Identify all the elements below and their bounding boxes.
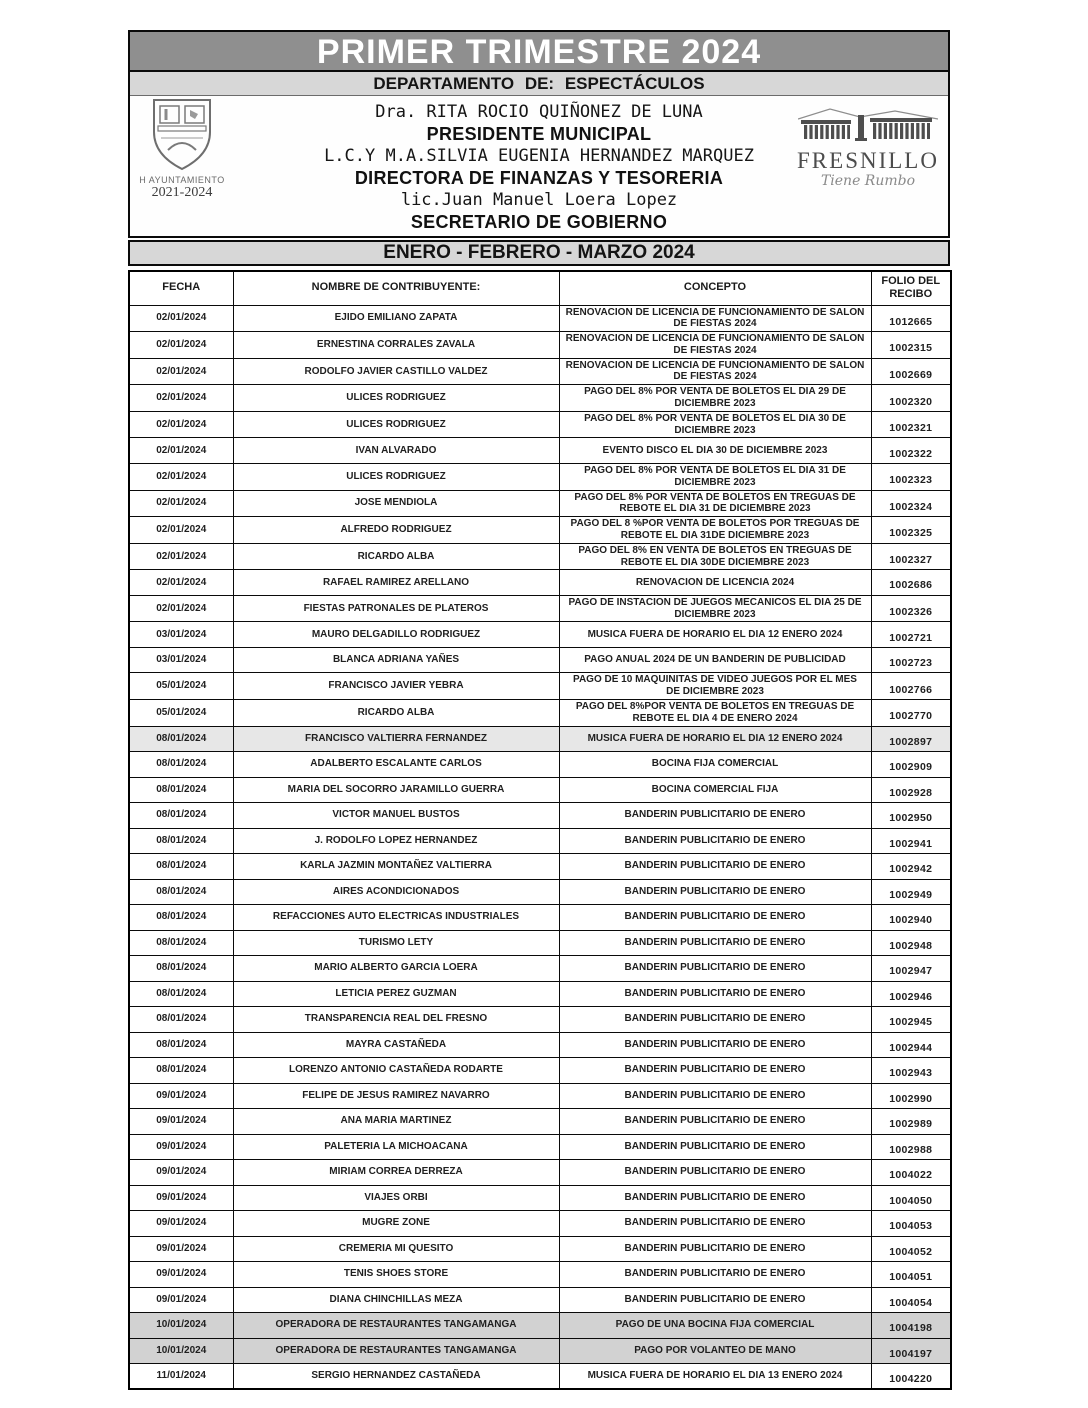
cell-fecha: 02/01/2024	[129, 305, 233, 332]
cell-folio: 1004220	[871, 1364, 951, 1390]
cell-nombre: JOSE MENDIOLA	[233, 490, 559, 517]
table-body	[129, 305, 951, 1389]
cell-folio: 1002766	[871, 673, 951, 700]
cell-concepto: MUSICA FUERA DE HORARIO EL DIA 13 ENERO 2024	[559, 1364, 871, 1390]
cell-folio: 1002897	[871, 726, 951, 752]
cell-concepto: PAGO DEL 8% EN VENTA DE BOLETOS EN TREGUAS DE REBOTE EL DIA 30DE DICIEMBRE 2023	[559, 543, 871, 570]
cell-concepto: BANDERIN PUBLICITARIO DE ENERO	[559, 905, 871, 931]
cell-concepto: RENOVACION DE LICENCIA 2024	[559, 570, 871, 596]
seal-years: 2021-2024	[151, 185, 213, 200]
cell-fecha: 03/01/2024	[129, 647, 233, 673]
cell-concepto: MUSICA FUERA DE HORARIO EL DIA 12 ENERO 2024	[559, 726, 871, 752]
official-name: lic.Juan Manuel Loera Lopez	[400, 190, 678, 210]
cell-fecha: 08/01/2024	[129, 956, 233, 982]
cell-nombre: RODOLFO JAVIER CASTILLO VALDEZ	[233, 358, 559, 385]
cell-nombre: ULICES RODRIGUEZ	[233, 411, 559, 438]
cell-concepto: BANDERIN PUBLICITARIO DE ENERO	[559, 1134, 871, 1160]
cell-folio: 1002940	[871, 905, 951, 931]
cell-folio: 1004022	[871, 1160, 951, 1186]
table-row	[129, 905, 951, 931]
cell-concepto: BANDERIN PUBLICITARIO DE ENERO	[559, 956, 871, 982]
cell-folio: 1002949	[871, 879, 951, 905]
cell-nombre: ULICES RODRIGUEZ	[233, 463, 559, 490]
cell-fecha: 02/01/2024	[129, 463, 233, 490]
cell-fecha: 08/01/2024	[129, 1058, 233, 1084]
cell-nombre: ANA MARIA MARTINEZ	[233, 1109, 559, 1135]
cell-concepto: PAGO DE 10 MAQUINITAS DE VIDEO JUEGOS POR EL MES DE DICIEMBRE 2023	[559, 673, 871, 700]
table-row	[129, 438, 951, 464]
table-row	[129, 1007, 951, 1033]
table-row	[129, 490, 951, 517]
cell-folio: 1002944	[871, 1032, 951, 1058]
fresnillo-buildings-icon	[798, 108, 938, 144]
cell-folio: 1002770	[871, 700, 951, 727]
cell-folio: 1002942	[871, 854, 951, 880]
table-row	[129, 956, 951, 982]
cell-folio: 1002322	[871, 438, 951, 464]
cell-fecha: 09/01/2024	[129, 1109, 233, 1135]
coat-of-arms-icon	[149, 98, 215, 172]
cell-nombre: VICTOR MANUEL BUSTOS	[233, 803, 559, 829]
cell-concepto: MUSICA FUERA DE HORARIO EL DIA 12 ENERO 2024	[559, 622, 871, 648]
cell-concepto: RENOVACION DE LICENCIA DE FUNCIONAMIENTO DE SALON DE FIESTAS 2024	[559, 358, 871, 385]
document-header	[128, 30, 950, 238]
cell-nombre: TRANSPARENCIA REAL DEL FRESNO	[233, 1007, 559, 1033]
cell-nombre: ERNESTINA CORRALES ZAVALA	[233, 332, 559, 359]
table-row	[129, 595, 951, 622]
cell-nombre: OPERADORA DE RESTAURANTES TANGAMANGA	[233, 1338, 559, 1364]
cell-nombre: EJIDO EMILIANO ZAPATA	[233, 305, 559, 332]
table-row	[129, 726, 951, 752]
cell-fecha: 10/01/2024	[129, 1338, 233, 1364]
cell-concepto: PAGO DEL 8% POR VENTA DE BOLETOS EL DIA 29 DE DICIEMBRE 2023	[559, 385, 871, 412]
header-fecha: FECHA	[129, 271, 233, 305]
table-row	[129, 647, 951, 673]
receipts-table	[128, 270, 952, 1390]
official-role: PRESIDENTE MUNICIPAL	[426, 124, 652, 144]
cell-folio: 1004053	[871, 1211, 951, 1237]
cell-nombre: J. RODOLFO LOPEZ HERNANDEZ	[233, 828, 559, 854]
table-row	[129, 1134, 951, 1160]
cell-concepto: BANDERIN PUBLICITARIO DE ENERO	[559, 1083, 871, 1109]
cell-fecha: 09/01/2024	[129, 1262, 233, 1288]
cell-concepto: PAGO DEL 8% POR VENTA DE BOLETOS EL DIA 31 DE DICIEMBRE 2023	[559, 463, 871, 490]
cell-fecha: 02/01/2024	[129, 385, 233, 412]
municipal-seal	[134, 98, 230, 201]
cell-nombre: ULICES RODRIGUEZ	[233, 385, 559, 412]
cell-folio: 1002947	[871, 956, 951, 982]
cell-fecha: 09/01/2024	[129, 1287, 233, 1313]
cell-folio: 1002326	[871, 595, 951, 622]
cell-concepto: EVENTO DISCO EL DIA 30 DE DICIEMBRE 2023	[559, 438, 871, 464]
cell-fecha: 08/01/2024	[129, 1007, 233, 1033]
cell-folio: 1004198	[871, 1313, 951, 1339]
cell-fecha: 08/01/2024	[129, 854, 233, 880]
cell-nombre: SERGIO HERNANDEZ CASTAÑEDA	[233, 1364, 559, 1390]
cell-nombre: VIAJES ORBI	[233, 1185, 559, 1211]
header-body	[130, 96, 948, 236]
table-row	[129, 358, 951, 385]
cell-fecha: 09/01/2024	[129, 1083, 233, 1109]
cell-fecha: 05/01/2024	[129, 700, 233, 727]
cell-concepto: BANDERIN PUBLICITARIO DE ENERO	[559, 1185, 871, 1211]
table-row	[129, 1185, 951, 1211]
table-row	[129, 752, 951, 778]
cell-fecha: 08/01/2024	[129, 828, 233, 854]
cell-nombre: MARIO ALBERTO GARCIA LOERA	[233, 956, 559, 982]
cell-concepto: BANDERIN PUBLICITARIO DE ENERO	[559, 930, 871, 956]
table-row	[129, 673, 951, 700]
cell-fecha: 08/01/2024	[129, 905, 233, 931]
table-row	[129, 622, 951, 648]
cell-nombre: FRANCISCO JAVIER YEBRA	[233, 673, 559, 700]
cell-folio: 1002946	[871, 981, 951, 1007]
cell-nombre: DIANA CHINCHILLAS MEZA	[233, 1287, 559, 1313]
table-row	[129, 1058, 951, 1084]
document-title: PRIMER TRIMESTRE 2024	[130, 32, 948, 72]
cell-nombre: MUGRE ZONE	[233, 1211, 559, 1237]
cell-concepto: PAGO DEL 8 %POR VENTA DE BOLETOS POR TREGUAS DE REBOTE EL DIA 31DE DICIEMBRE 2023	[559, 517, 871, 544]
table-row	[129, 1083, 951, 1109]
cell-fecha: 02/01/2024	[129, 332, 233, 359]
table-row	[129, 1032, 951, 1058]
cell-folio: 1002320	[871, 385, 951, 412]
table-row	[129, 411, 951, 438]
official-name: Dra. RITA ROCIO QUIÑONEZ DE LUNA	[375, 102, 703, 122]
cell-nombre: TENIS SHOES STORE	[233, 1262, 559, 1288]
table-row	[129, 854, 951, 880]
cell-folio: 1004197	[871, 1338, 951, 1364]
cell-fecha: 09/01/2024	[129, 1134, 233, 1160]
cell-nombre: OPERADORA DE RESTAURANTES TANGAMANGA	[233, 1313, 559, 1339]
cell-concepto: BOCINA FIJA COMERCIAL	[559, 752, 871, 778]
cell-fecha: 08/01/2024	[129, 930, 233, 956]
table-row	[129, 332, 951, 359]
fresnillo-tagline: Tiene Rumbo	[820, 173, 916, 189]
cell-fecha: 03/01/2024	[129, 622, 233, 648]
cell-fecha: 10/01/2024	[129, 1313, 233, 1339]
cell-fecha: 08/01/2024	[129, 803, 233, 829]
table-row	[129, 828, 951, 854]
header-folio: FOLIO DEL RECIBO	[871, 271, 951, 305]
table-header-row	[129, 271, 951, 305]
cell-folio: 1002315	[871, 332, 951, 359]
table-row	[129, 803, 951, 829]
cell-nombre: RICARDO ALBA	[233, 700, 559, 727]
table-row	[129, 879, 951, 905]
cell-nombre: MIRIAM CORREA DERREZA	[233, 1160, 559, 1186]
cell-nombre: MAURO DELGADILLO RODRIGUEZ	[233, 622, 559, 648]
cell-concepto: BANDERIN PUBLICITARIO DE ENERO	[559, 1109, 871, 1135]
cell-fecha: 08/01/2024	[129, 879, 233, 905]
cell-nombre: TURISMO LETY	[233, 930, 559, 956]
cell-folio: 1002327	[871, 543, 951, 570]
cell-concepto: BANDERIN PUBLICITARIO DE ENERO	[559, 1287, 871, 1313]
cell-concepto: PAGO DEL 8% POR VENTA DE BOLETOS EL DIA 30 DE DICIEMBRE 2023	[559, 411, 871, 438]
cell-concepto: BANDERIN PUBLICITARIO DE ENERO	[559, 1262, 871, 1288]
cell-fecha: 08/01/2024	[129, 726, 233, 752]
cell-folio: 1002723	[871, 647, 951, 673]
table-row	[129, 700, 951, 727]
cell-folio: 1004050	[871, 1185, 951, 1211]
table-row	[129, 1364, 951, 1390]
cell-nombre: FIESTAS PATRONALES DE PLATEROS	[233, 595, 559, 622]
cell-fecha: 02/01/2024	[129, 570, 233, 596]
cell-folio: 1002721	[871, 622, 951, 648]
cell-nombre: KARLA JAZMIN MONTAÑEZ VALTIERRA	[233, 854, 559, 880]
cell-fecha: 08/01/2024	[129, 1032, 233, 1058]
table-row	[129, 543, 951, 570]
cell-nombre: IVAN ALVARADO	[233, 438, 559, 464]
header-nombre: NOMBRE DE CONTRIBUYENTE:	[233, 271, 559, 305]
cell-fecha: 02/01/2024	[129, 411, 233, 438]
cell-folio: 1002323	[871, 463, 951, 490]
cell-nombre: ALFREDO RODRIGUEZ	[233, 517, 559, 544]
cell-fecha: 08/01/2024	[129, 981, 233, 1007]
table-row	[129, 1236, 951, 1262]
cell-folio: 1002988	[871, 1134, 951, 1160]
cell-folio: 1002324	[871, 490, 951, 517]
cell-concepto: PAGO DE UNA BOCINA FIJA COMERCIAL	[559, 1313, 871, 1339]
table-row	[129, 517, 951, 544]
cell-folio: 1002989	[871, 1109, 951, 1135]
seal-caption: H AYUNTAMIENTO	[139, 175, 225, 185]
cell-folio: 1002686	[871, 570, 951, 596]
table-row	[129, 1109, 951, 1135]
cell-nombre: CREMERIA MI QUESITO	[233, 1236, 559, 1262]
fresnillo-wordmark: FRESNILLO	[797, 148, 939, 173]
cell-concepto: BANDERIN PUBLICITARIO DE ENERO	[559, 1032, 871, 1058]
table-row	[129, 1262, 951, 1288]
cell-concepto: BANDERIN PUBLICITARIO DE ENERO	[559, 854, 871, 880]
cell-nombre: MAYRA CASTAÑEDA	[233, 1032, 559, 1058]
cell-nombre: BLANCA ADRIANA YAÑES	[233, 647, 559, 673]
cell-fecha: 02/01/2024	[129, 358, 233, 385]
cell-concepto: BANDERIN PUBLICITARIO DE ENERO	[559, 1211, 871, 1237]
cell-folio: 1002909	[871, 752, 951, 778]
cell-concepto: RENOVACION DE LICENCIA DE FUNCIONAMIENTO DE SALON DE FIESTAS 2024	[559, 305, 871, 332]
cell-folio: 1004052	[871, 1236, 951, 1262]
cell-fecha: 05/01/2024	[129, 673, 233, 700]
cell-concepto: BANDERIN PUBLICITARIO DE ENERO	[559, 1236, 871, 1262]
table-row	[129, 1287, 951, 1313]
fresnillo-logo	[790, 108, 946, 189]
cell-fecha: 08/01/2024	[129, 752, 233, 778]
cell-fecha: 02/01/2024	[129, 595, 233, 622]
period-band: ENERO - FEBRERO - MARZO 2024	[128, 240, 950, 266]
cell-concepto: BANDERIN PUBLICITARIO DE ENERO	[559, 1058, 871, 1084]
table-row	[129, 305, 951, 332]
cell-folio: 1002943	[871, 1058, 951, 1084]
official-role: SECRETARIO DE GOBIERNO	[410, 212, 668, 232]
cell-nombre: FRANCISCO VALTIERRA FERNANDEZ	[233, 726, 559, 752]
cell-fecha: 08/01/2024	[129, 777, 233, 803]
cell-concepto: PAGO ANUAL 2024 DE UN BANDERIN DE PUBLICIDAD	[559, 647, 871, 673]
cell-nombre: LETICIA PEREZ GUZMAN	[233, 981, 559, 1007]
cell-nombre: PALETERIA LA MICHOACANA	[233, 1134, 559, 1160]
cell-folio: 1004054	[871, 1287, 951, 1313]
cell-folio: 1002325	[871, 517, 951, 544]
cell-concepto: PAGO POR VOLANTEO DE MANO	[559, 1338, 871, 1364]
cell-concepto: BANDERIN PUBLICITARIO DE ENERO	[559, 1160, 871, 1186]
cell-nombre: FELIPE DE JESUS RAMIREZ NAVARRO	[233, 1083, 559, 1109]
cell-concepto: RENOVACION DE LICENCIA DE FUNCIONAMIENTO DE SALON DE FIESTAS 2024	[559, 332, 871, 359]
cell-nombre: MARIA DEL SOCORRO JARAMILLO GUERRA	[233, 777, 559, 803]
cell-concepto: BANDERIN PUBLICITARIO DE ENERO	[559, 879, 871, 905]
document-page	[128, 30, 950, 1390]
cell-nombre: RAFAEL RAMIREZ ARELLANO	[233, 570, 559, 596]
cell-nombre: RICARDO ALBA	[233, 543, 559, 570]
cell-folio: 1004051	[871, 1262, 951, 1288]
table-row	[129, 463, 951, 490]
cell-concepto: BANDERIN PUBLICITARIO DE ENERO	[559, 828, 871, 854]
table-row	[129, 570, 951, 596]
cell-concepto: PAGO DE INSTACION DE JUEGOS MECANICOS EL DIA 25 DE DICIEMBRE 2023	[559, 595, 871, 622]
table-row	[129, 385, 951, 412]
cell-folio: 1002990	[871, 1083, 951, 1109]
cell-concepto: PAGO DEL 8%POR VENTA DE BOLETOS EN TREGUAS DE REBOTE EL DIA 4 DE ENERO 2024	[559, 700, 871, 727]
cell-fecha: 09/01/2024	[129, 1185, 233, 1211]
cell-folio: 1002669	[871, 358, 951, 385]
cell-folio: 1002928	[871, 777, 951, 803]
cell-fecha: 09/01/2024	[129, 1211, 233, 1237]
cell-nombre: LORENZO ANTONIO CASTAÑEDA RODARTE	[233, 1058, 559, 1084]
official-name: L.C.Y M.A.SILVIA EUGENIA HERNANDEZ MARQUEZ	[324, 146, 754, 166]
cell-fecha: 11/01/2024	[129, 1364, 233, 1390]
cell-concepto: PAGO DEL 8% POR VENTA DE BOLETOS EN TREGUAS DE REBOTE EL DIA 31 DE DICIEMBRE 2023	[559, 490, 871, 517]
cell-nombre: AIRES ACONDICIONADOS	[233, 879, 559, 905]
cell-folio: 1002945	[871, 1007, 951, 1033]
table-row	[129, 777, 951, 803]
table-row	[129, 1211, 951, 1237]
cell-folio: 1002948	[871, 930, 951, 956]
cell-concepto: BANDERIN PUBLICITARIO DE ENERO	[559, 981, 871, 1007]
cell-fecha: 02/01/2024	[129, 517, 233, 544]
cell-concepto: BANDERIN PUBLICITARIO DE ENERO	[559, 803, 871, 829]
official-role: DIRECTORA DE FINANZAS Y TESORERIA	[354, 168, 724, 188]
cell-nombre: ADALBERTO ESCALANTE CARLOS	[233, 752, 559, 778]
cell-concepto: BOCINA COMERCIAL FIJA	[559, 777, 871, 803]
cell-folio: 1002941	[871, 828, 951, 854]
cell-folio: 1012665	[871, 305, 951, 332]
table-row	[129, 930, 951, 956]
header-concepto: CONCEPTO	[559, 271, 871, 305]
cell-fecha: 02/01/2024	[129, 438, 233, 464]
table-row	[129, 981, 951, 1007]
cell-fecha: 09/01/2024	[129, 1160, 233, 1186]
cell-folio: 1002950	[871, 803, 951, 829]
table-row	[129, 1313, 951, 1339]
table-row	[129, 1160, 951, 1186]
cell-fecha: 02/01/2024	[129, 543, 233, 570]
cell-nombre: REFACCIONES AUTO ELECTRICAS INDUSTRIALES	[233, 905, 559, 931]
department-band: DEPARTAMENTO DE: ESPECTÁCULOS	[130, 72, 948, 96]
cell-folio: 1002321	[871, 411, 951, 438]
table-row	[129, 1338, 951, 1364]
cell-concepto: BANDERIN PUBLICITARIO DE ENERO	[559, 1007, 871, 1033]
cell-fecha: 09/01/2024	[129, 1236, 233, 1262]
cell-fecha: 02/01/2024	[129, 490, 233, 517]
